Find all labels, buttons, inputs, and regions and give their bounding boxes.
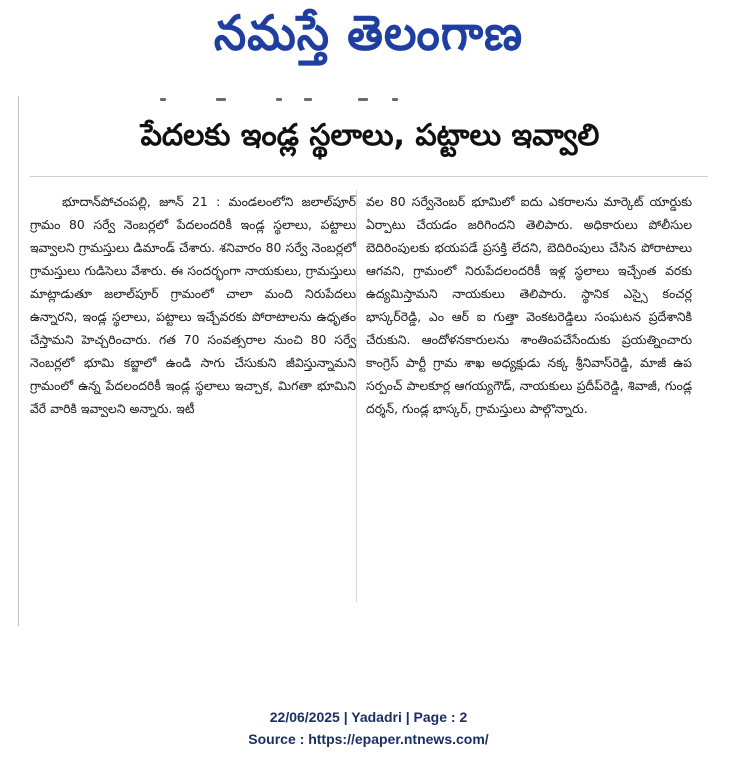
- headline-divider: [30, 176, 708, 177]
- article-column-left-text: భూదాన్‌పోచంపల్లి, జూన్ 21 : మండలంలోని జలాల్‌పూర్ గ్రామం 80 సర్వే నెంబర్లలో పేదలందరికీ ఇండ్ల స్థలాలు, పట్టాలు ఇవ్వాలని గ్రామస్తులు డిమాండ్ చేశారు. శనివారం 80 సర్వే నెంబర్లలో గ్రామస్తులు గుడిసెలు వేశారు. ఈ సందర్భంగా నాయకులు, గ్రామస్తులు మాట్లాడుతూ జలాల్‌పూర్ గ్రామంలో చాలా మంది నిరుపేదలు ఉన్నారని, ఇండ్ల స్థలాలు, పట్టాలు ఇచ్చేవరకు పోరాటాలను ఉధృతం చేస్తామని హెచ్చరించారు. గత 70 సంవత్సరాల నుంచి 80 సర్వే నెంబర్లలో భూమి కబ్జాలో ఉండి సాగు చేసుకుని జీవిస్తున్నామని గ్రామంలో ఉన్న పేదలందరికీ ఇండ్ల స్థలాలు ఇచ్చాక, మిగతా భూమిని వేరే వారికి ఇవ్వాలని అన్నారు. ఇటీ: [30, 194, 356, 416]
- footer-date-edition-page: 22/06/2025 | Yadadri | Page : 2: [269, 709, 468, 725]
- article-column-right: [366, 190, 692, 420]
- article-column-right-text: వల 80 సర్వేనెంబర్ భూమిలో ఐదు ఎకరాలను మార్కెట్ యార్డుకు ఏర్పాటు చేయడం జరిగిందని తెలిపారు. అధికారులు పోలీసుల బెదిరింపులకు భయపడే ప్రసక్తి లేదని, బెదిరింపులు చేసిన పోరాటాలు ఆగవని, గ్రామంలో నిరుపేదలందరికీ ఇళ్ల స్థలాలు ఇచ్చేంత వరకు ఉద్యమిస్తామని నాయకులు తెలిపారు. స్థానిక ఎస్సై కంచర్ల భాస్కర్‌రెడ్డి, ఎం ఆర్ ఐ గుత్తా వెంకటరెడ్డిలు సంఘటన ప్రదేశానికి చేరుకుని. ఆందోళనకారులను శాంతింపచేసేందుకు ప్రయత్నించారు కాంగ్రెస్ పార్టీ గ్రామ శాఖ అధ్యక్షుడు నక్క శ్రీనివాస్‌రెడ్డి, మాజీ ఉప సర్పంచ్ పాలకూర్ల ఆగయ్యగౌడ్, నాయకులు ప్రదీప్‌రెడ్డి, శివాజీ, గుండ్ల దర్శన్, గుండ్ల భాస్కర్, గ్రామస్తులు పాల్గొన్నారు.: [366, 194, 692, 416]
- source-footer: [0, 706, 737, 750]
- footer-source: Source : https://epaper.ntnews.com/: [248, 731, 489, 747]
- masthead-title: నమస్తే తెలంగాణ: [213, 4, 524, 62]
- article-headline: పేదలకు ఇండ్ల స్థలాలు, పట్టాలు ఇవ్వాలి: [140, 118, 600, 153]
- masthead: [0, 0, 737, 78]
- column-divider: [356, 190, 357, 602]
- article-column-left: [30, 190, 356, 420]
- cut-off-text-strip: [20, 96, 720, 104]
